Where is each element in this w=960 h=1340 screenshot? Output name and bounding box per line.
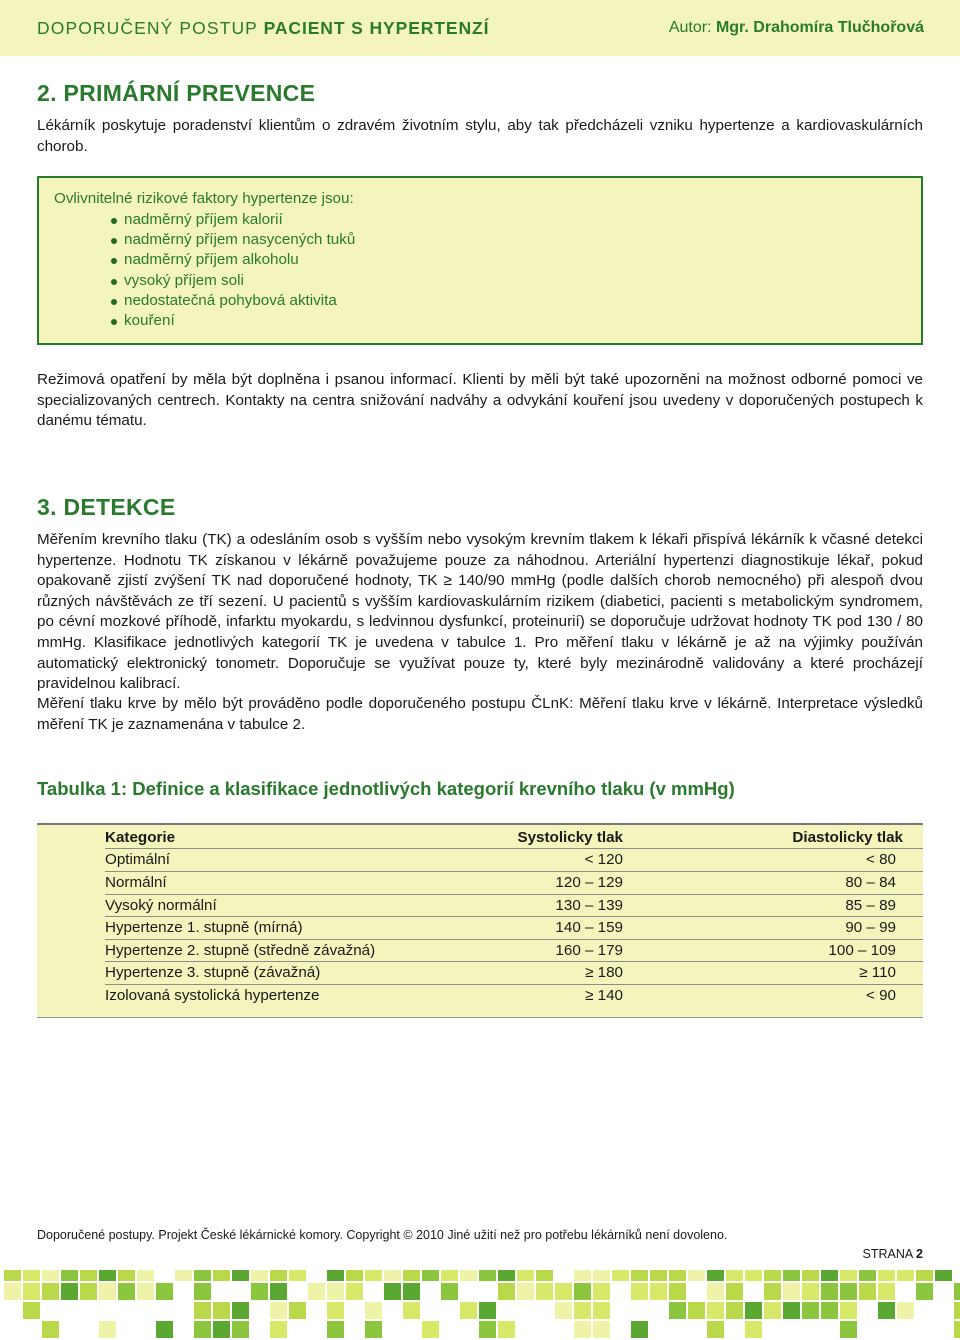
mosaic-square: [4, 1283, 21, 1300]
mosaic-square: [726, 1302, 743, 1319]
mosaic-square: [365, 1302, 382, 1319]
cell-diastolic: < 80: [866, 851, 896, 868]
mosaic-square: [384, 1270, 401, 1281]
mosaic-square: [479, 1270, 496, 1281]
list-item: nadměrný příjem kalorií: [111, 210, 355, 230]
mosaic-square: [194, 1283, 211, 1300]
cell-category: Izolovaná systolická hypertenze: [105, 987, 320, 1004]
cell-systolic: < 120: [584, 851, 623, 868]
mosaic-square: [802, 1283, 819, 1300]
mosaic-square: [878, 1270, 895, 1281]
mosaic-square: [137, 1283, 154, 1300]
mosaic-square: [422, 1321, 439, 1338]
header-category: Kategorie: [105, 829, 176, 846]
mosaic-square: [650, 1283, 667, 1300]
cell-category: Hypertenze 2. stupně (středně závažná): [105, 942, 376, 959]
mosaic-square: [707, 1283, 724, 1300]
mosaic-square: [897, 1270, 914, 1281]
mosaic-square: [840, 1283, 857, 1300]
mosaic-square: [707, 1321, 724, 1338]
cell-systolic: ≥ 180: [585, 964, 623, 981]
footer-copyright: Doporučené postupy. Projekt České lékárnické komory. Copyright © 2010 Jiné užití než pro potřebu lékárníků není dovoleno.: [37, 1228, 728, 1242]
mosaic-square: [916, 1283, 933, 1300]
mosaic-square: [593, 1302, 610, 1319]
mosaic-square: [384, 1283, 401, 1300]
mosaic-square: [42, 1283, 59, 1300]
mosaic-square: [23, 1302, 40, 1319]
mosaic-square: [213, 1270, 230, 1281]
mosaic-square: [175, 1270, 192, 1281]
mosaic-square: [897, 1302, 914, 1319]
mosaic-square: [327, 1283, 344, 1300]
page-number: [863, 1247, 923, 1261]
mosaic-square: [232, 1270, 249, 1281]
mosaic-square: [232, 1321, 249, 1338]
mosaic-square: [327, 1302, 344, 1319]
mosaic-square: [251, 1283, 268, 1300]
prevention-intro: Lékárník poskytuje poradenství klientům o zdravém životním stylu, aby tak předcházeli vzniku hypertenze a kardiovaskulárních chorob.: [37, 117, 923, 155]
mosaic-square: [878, 1302, 895, 1319]
list-item: vysoký příjem soli: [111, 271, 355, 291]
cell-category: Hypertenze 3. stupně (závažná): [105, 964, 321, 981]
cell-systolic: 140 – 159: [555, 919, 623, 936]
mosaic-square: [61, 1270, 78, 1281]
mosaic-square: [954, 1283, 960, 1300]
mosaic-square: [80, 1283, 97, 1300]
author-name: Mgr. Drahomíra Tlučhořová: [715, 19, 924, 36]
mosaic-square: [327, 1270, 344, 1281]
decorative-mosaic-band: [0, 1270, 960, 1340]
cell-category: Optimální: [105, 851, 170, 868]
cell-diastolic: 90 – 99: [845, 919, 896, 936]
page-number-value: 2: [916, 1247, 923, 1261]
cell-diastolic: 100 – 109: [828, 942, 896, 959]
cell-systolic: 130 – 139: [555, 897, 623, 914]
mosaic-square: [954, 1321, 960, 1338]
mosaic-square: [783, 1270, 800, 1281]
table-row: [105, 985, 905, 1008]
cell-systolic: 120 – 129: [555, 874, 623, 891]
cell-systolic: ≥ 140: [585, 987, 623, 1004]
mosaic-square: [156, 1321, 173, 1338]
mosaic-square: [270, 1283, 287, 1300]
cell-diastolic: 85 – 89: [845, 897, 896, 914]
mosaic-square: [137, 1270, 154, 1281]
cell-diastolic: < 90: [866, 987, 896, 1004]
table-row: [105, 962, 905, 985]
mosaic-square: [289, 1302, 306, 1319]
table-title: Tabulka 1: Definice a klasifikace jednotlivých kategorií krevního tlaku (v mmHg): [37, 778, 735, 799]
mosaic-square: [916, 1270, 933, 1281]
cell-category: Hypertenze 1. stupně (mírná): [105, 919, 303, 936]
mosaic-square: [707, 1270, 724, 1281]
mosaic-square: [346, 1270, 363, 1281]
mosaic-square: [270, 1270, 287, 1281]
mosaic-square: [441, 1283, 458, 1300]
mosaic-square: [441, 1270, 458, 1281]
mosaic-square: [498, 1321, 515, 1338]
mosaic-square: [593, 1283, 610, 1300]
mosaic-square: [878, 1283, 895, 1300]
mosaic-square: [270, 1321, 287, 1338]
mosaic-square: [536, 1283, 553, 1300]
mosaic-square: [840, 1321, 857, 1338]
mosaic-square: [707, 1302, 724, 1319]
mosaic-square: [764, 1270, 781, 1281]
mosaic-square: [631, 1283, 648, 1300]
table-row: [105, 895, 905, 918]
mosaic-square: [194, 1321, 211, 1338]
mosaic-square: [517, 1283, 534, 1300]
cell-diastolic: ≥ 110: [859, 964, 896, 981]
mosaic-square: [726, 1270, 743, 1281]
mosaic-square: [194, 1302, 211, 1319]
mosaic-square: [859, 1270, 876, 1281]
list-item: nadměrný příjem nasycených tuků: [111, 230, 355, 250]
cell-systolic: 160 – 179: [555, 942, 623, 959]
header-diastolic: Diastolicky tlak: [792, 829, 903, 846]
risk-factors-list: [111, 210, 355, 331]
section-heading-detection: 3. DETEKCE: [37, 494, 176, 520]
mosaic-square: [688, 1270, 705, 1281]
mosaic-square: [61, 1283, 78, 1300]
mosaic-square: [669, 1283, 686, 1300]
section-heading-prevention: 2. PRIMÁRNÍ PREVENCE: [37, 80, 316, 106]
mosaic-square: [460, 1270, 477, 1281]
mosaic-square: [574, 1302, 591, 1319]
page-label: STRANA: [862, 1247, 917, 1261]
author-label: Autor:: [668, 19, 716, 36]
mosaic-square: [99, 1270, 116, 1281]
author-line: [669, 19, 924, 37]
mosaic-square: [669, 1270, 686, 1281]
mosaic-square: [498, 1270, 515, 1281]
cell-category: Vysoký normální: [105, 897, 217, 914]
mosaic-square: [802, 1270, 819, 1281]
mosaic-square: [23, 1283, 40, 1300]
mosaic-square: [517, 1270, 534, 1281]
mosaic-square: [479, 1321, 496, 1338]
guideline-topic: PACIENT S HYPERTENZÍ: [263, 18, 490, 38]
mosaic-square: [555, 1283, 572, 1300]
mosaic-square: [745, 1302, 762, 1319]
mosaic-square: [764, 1283, 781, 1300]
mosaic-square: [555, 1302, 572, 1319]
mosaic-square: [612, 1270, 629, 1281]
mosaic-square: [783, 1302, 800, 1319]
mosaic-square: [745, 1321, 762, 1338]
mosaic-square: [99, 1283, 116, 1300]
mosaic-square: [42, 1321, 59, 1338]
table-header-row: [105, 827, 905, 850]
table-row: [105, 872, 905, 895]
mosaic-square: [935, 1270, 952, 1281]
mosaic-square: [840, 1270, 857, 1281]
mosaic-square: [80, 1270, 97, 1281]
list-item: kouření: [111, 311, 355, 331]
mosaic-square: [574, 1283, 591, 1300]
header-systolic: Systolicky tlak: [517, 829, 623, 846]
mosaic-square: [631, 1321, 648, 1338]
table-row: [105, 917, 905, 940]
cell-diastolic: 80 – 84: [845, 874, 896, 891]
detection-paragraph: Měřením krevního tlaku (TK) a odesláním osob s vyšším nebo vysokým krevním tlakem k lékaři přispívá lékárník k včasné detekci hypertenze. Hodnotu TK získanou v lékárně považujeme pouze za náhodnou. Arteriální hypertenzi diagnostikuje lékař, pokud opakovaně zjistí zvýšení TK nad doporučené hodnoty, TK ≥ 140/90 mmHg (podle dalších chorob nemocného) při alespoň dvou různých návštěvách ze tří sezení. U pacientů s vyšším kardiovaskulárním rizikem (diabetici, pacienti s metabolickým syndromem, po cévní mozkové příhodě, infarktu myokardu, s ledvinnou dysfunkcí, proteinurií) se doporučuje udržovat hodnoty TK pod 130 / 80 mmHg. Klasifikace jednotlivých kategorií TK je uvedena v tabulce 1. Pro měření tlaku v lékárně je až na výjimky používán automatický elektronický tonometr. Doporučuje se využívat pouze ty, které byly mezinárodně validovány a které procházejí pravidelnou kalibrací.: [37, 531, 923, 693]
mosaic-square: [232, 1302, 249, 1319]
mosaic-square: [954, 1302, 960, 1319]
mosaic-square: [593, 1270, 610, 1281]
mosaic-square: [821, 1283, 838, 1300]
mosaic-square: [156, 1283, 173, 1300]
table-row: [105, 940, 905, 963]
mosaic-square: [403, 1302, 420, 1319]
mosaic-square: [688, 1302, 705, 1319]
mosaic-square: [270, 1302, 287, 1319]
cell-category: Normální: [105, 874, 167, 891]
mosaic-square: [859, 1283, 876, 1300]
mosaic-square: [783, 1283, 800, 1300]
mosaic-square: [118, 1270, 135, 1281]
mosaic-square: [4, 1270, 21, 1281]
guideline-title: [37, 18, 489, 39]
mosaic-square: [403, 1283, 420, 1300]
mosaic-square: [42, 1270, 59, 1281]
bp-classification-table: [37, 823, 923, 1018]
risk-factors-title: Ovlivnitelné rizikové faktory hypertenze jsou:: [54, 190, 354, 207]
mosaic-square: [631, 1270, 648, 1281]
mosaic-square: [840, 1302, 857, 1319]
list-item: nedostatečná pohybová aktivita: [111, 291, 355, 311]
mosaic-square: [574, 1270, 591, 1281]
mosaic-square: [726, 1283, 743, 1300]
mosaic-square: [479, 1302, 496, 1319]
mosaic-square: [460, 1302, 477, 1319]
mosaic-square: [821, 1302, 838, 1319]
mosaic-square: [403, 1270, 420, 1281]
mosaic-square: [289, 1270, 306, 1281]
regime-measures-paragraph: Režimová opatření by měla být doplněna i psanou informací. Klienti by měli být také upozorněni na možnost odborné pomoci ve specializovaných centrech. Kontakty na centra snižování nadváhy a odvykání kouření jsou uvedeny v doporučených postupech k danému tématu.: [37, 371, 923, 430]
mosaic-square: [365, 1270, 382, 1281]
mosaic-square: [498, 1283, 515, 1300]
mosaic-square: [574, 1321, 591, 1338]
mosaic-square: [650, 1270, 667, 1281]
mosaic-square: [802, 1302, 819, 1319]
mosaic-square: [745, 1270, 762, 1281]
mosaic-square: [346, 1283, 363, 1300]
mosaic-square: [821, 1270, 838, 1281]
list-item: nadměrný příjem alkoholu: [111, 250, 355, 270]
measurement-paragraph: Měření tlaku krve by mělo být prováděno podle doporučeného postupu ČLnK: Měření tlaku krve v lékárně. Interpretace výsledků měření TK je zaznamenána v tabulce 2.: [37, 695, 923, 733]
mosaic-square: [422, 1270, 439, 1281]
mosaic-square: [327, 1321, 344, 1338]
table-row: [105, 849, 905, 872]
mosaic-square: [669, 1302, 686, 1319]
mosaic-square: [23, 1270, 40, 1281]
mosaic-square: [99, 1321, 116, 1338]
mosaic-square: [251, 1270, 268, 1281]
mosaic-square: [213, 1302, 230, 1319]
mosaic-square: [365, 1321, 382, 1338]
mosaic-square: [764, 1302, 781, 1319]
mosaic-square: [118, 1283, 135, 1300]
guideline-label: DOPORUČENÝ POSTUP: [37, 18, 264, 38]
mosaic-square: [194, 1270, 211, 1281]
mosaic-square: [593, 1321, 610, 1338]
mosaic-square: [308, 1283, 325, 1300]
risk-factors-box: [37, 176, 923, 345]
page-header: [0, 0, 960, 56]
mosaic-square: [536, 1270, 553, 1281]
mosaic-square: [213, 1321, 230, 1338]
